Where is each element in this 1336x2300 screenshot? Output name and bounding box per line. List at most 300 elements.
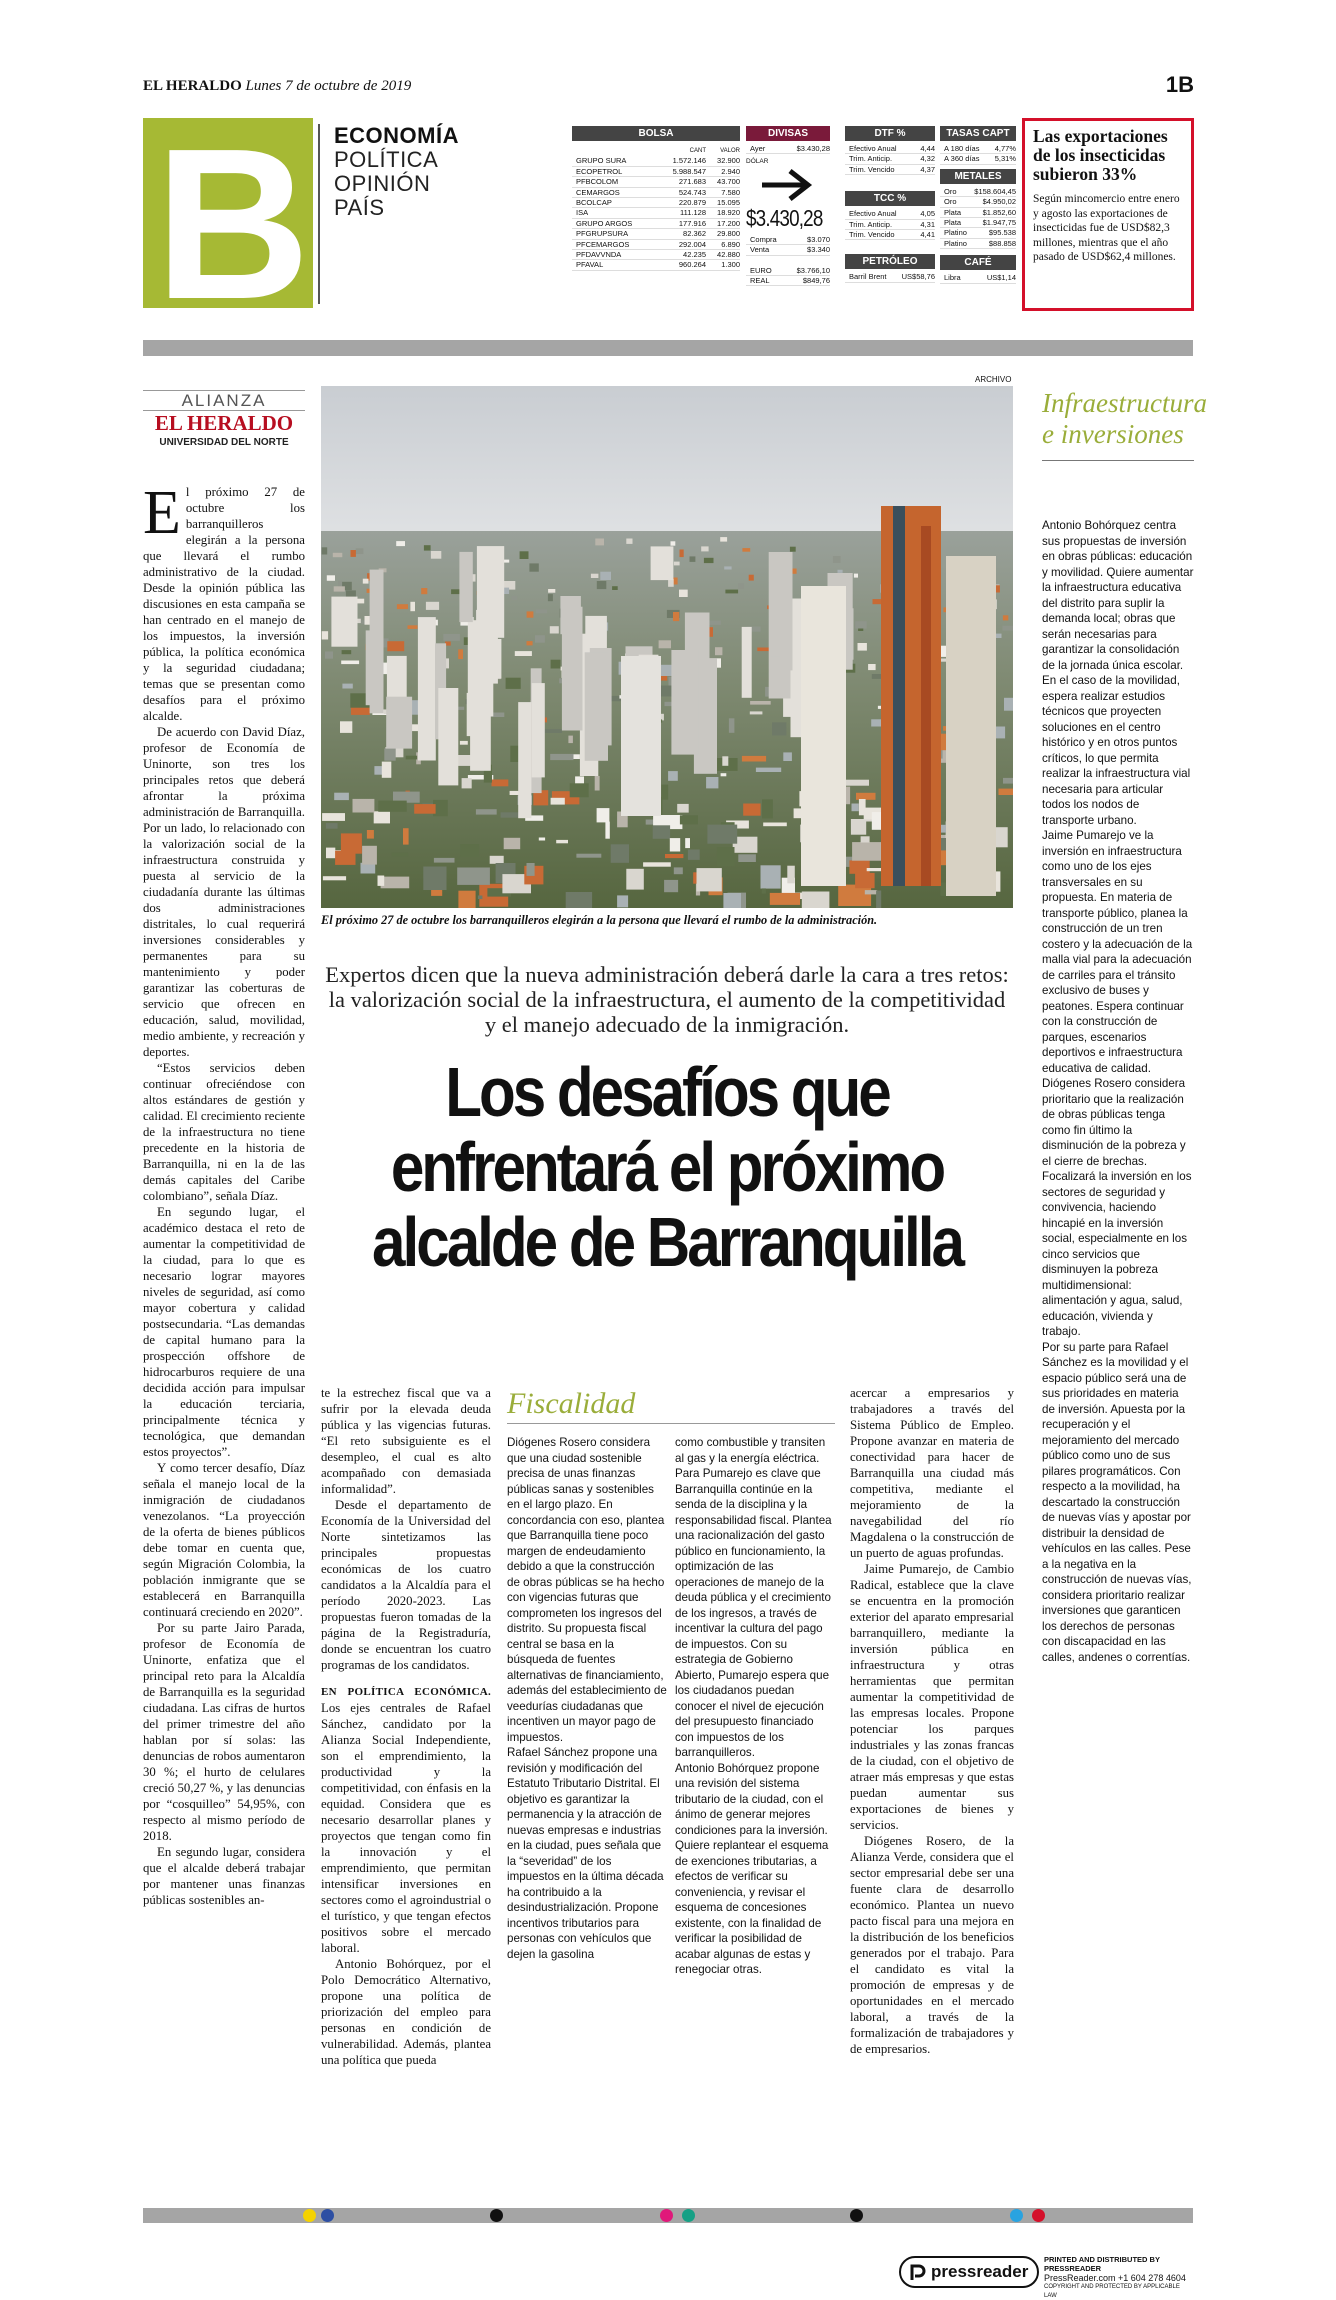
- photo-building: [999, 789, 1014, 795]
- article-column-2: [321, 1385, 491, 2068]
- bolsa-table: [572, 126, 740, 271]
- dropcap: E: [143, 479, 181, 547]
- photo-building: [706, 777, 718, 788]
- photo-tower: [418, 617, 436, 760]
- photo-tower: [459, 552, 472, 622]
- photo-building: [792, 569, 796, 574]
- tasas-row-cell: A 360 días: [944, 154, 980, 164]
- petroleo-label: Barril Brent: [849, 272, 887, 282]
- paragraph: Y como tercer desafío, Díaz señala el manejo local de la inmigración de ciudadanos venezolanos. “La proyección de la oferta de bienes públicos debe tomar en cuenta que, según Migración Colombia, la población inmigrante que se establecerá en Barranquilla continuará creciendo en 2020”.: [143, 1461, 305, 1619]
- photo-building: [382, 762, 392, 778]
- article-column-3: [507, 1435, 667, 1962]
- photo-building: [680, 550, 684, 558]
- photo-building: [722, 756, 728, 766]
- photo-building: [664, 880, 678, 892]
- registration-dot: [682, 2209, 695, 2222]
- registration-dot: [490, 2209, 503, 2222]
- photo-tower: [387, 656, 407, 703]
- photo-building: [457, 868, 490, 885]
- metales-row: [940, 218, 1016, 228]
- bolsa-row-cell: 271.683: [678, 177, 706, 187]
- photo-building: [783, 752, 792, 761]
- real-value: $849,76: [802, 276, 830, 286]
- photo-building: [506, 678, 521, 689]
- photo-credit: ARCHIVO: [975, 375, 1012, 384]
- photo-building: [527, 641, 533, 645]
- ayer-value: $3.430,28: [796, 144, 830, 153]
- tasas-row-cell: A 180 días: [944, 144, 980, 153]
- metales-row-cell: Plata: [944, 207, 962, 217]
- bolsa-row-cell: 29.800: [717, 229, 740, 239]
- photo-caption: El próximo 27 de octubre los barranquilleros elegirán a la persona que llevará el rumbo de la administración.: [321, 913, 878, 927]
- bolsa-row: [572, 198, 740, 208]
- bolsa-row-cell: 5.988.547: [672, 166, 706, 176]
- photo-tower: [742, 627, 752, 698]
- photo-building: [548, 594, 553, 601]
- cafe-label: Libra: [944, 273, 961, 283]
- photo-building: [772, 722, 786, 735]
- photo-building: [536, 609, 547, 613]
- photo-building: [539, 838, 545, 841]
- dtf-row-cell: 4,32: [920, 154, 935, 164]
- cafe-value: US$1,14: [986, 273, 1016, 283]
- bolsa-row-cell: 177.916: [678, 218, 706, 228]
- registration-dot: [850, 2209, 863, 2222]
- notice-line-2: PressReader.com +1 604 278 4604: [1044, 2273, 1186, 2283]
- photo-building: [550, 754, 573, 760]
- photo-building: [670, 838, 680, 851]
- cafe-title: CAFÉ: [940, 255, 1016, 270]
- photo-building: [688, 850, 700, 860]
- photo-building: [626, 869, 644, 890]
- petroleo-value: US$58,76: [901, 272, 935, 282]
- bolsa-row-cell: PFGRUPSURA: [576, 229, 629, 239]
- tasas-box: [940, 126, 1016, 284]
- photo-building: [725, 590, 738, 594]
- photo-building: [673, 612, 679, 621]
- photo-building: [334, 793, 349, 800]
- paragraph: De acuerdo con David Díaz, profesor de Economía de Uninorte, son tres los principales retos que deberá afrontar la próxima administración de Barranquilla. Por un lado, lo relacionado con la valorización social de la infraestructura construida y puesta al servicio de la ciudadanía durante las últimas dos administraciones distritales, lo cual requerirá inversiones considerables y permanentes para su mantenimiento y poder garantizar las coberturas de servicio que ofrecen en educación, salud, movilidad, medio ambiente, y recreación y deportes.: [143, 725, 305, 1059]
- bolsa-row-cell: BCOLCAP: [576, 198, 612, 208]
- photo-building: [378, 801, 406, 812]
- photo-building: [995, 871, 1000, 891]
- compra-value: $3.070: [807, 234, 830, 244]
- photo-building: [333, 553, 343, 557]
- paragraph: acercar a empresarios y trabajadores a través del Sistema Público de Empleo. Propone avanzar en materia de conectividad para hacer de Barranquilla una ciudad más competitiva, mediante el mejoramiento de la navegabilidad del río Magdalena o la construcción de un puerto de aguas profundas.: [850, 1386, 1014, 1560]
- tcc-row-cell: Trim. Anticip.: [849, 219, 893, 229]
- paragraph: Por su parte Jairo Parada, profesor de Economía de Uninorte, enfatiza que el principal reto para la Alcaldía de Barranquilla es la seguridad ciudadana. Las cifras de hurtos del primer trimestre del año hablan por sí solas: las denuncias de robos aumentaron 30 %; el hurto de celulares creció 50,27 %, y las denuncias por “cosquilleo” 54,95%, con respecto al mismo período de 2018.: [143, 1621, 305, 1843]
- tcc-title: TCC %: [845, 191, 935, 206]
- section-economia[interactable]: ECONOMÍA: [334, 123, 459, 148]
- registration-dot: [1032, 2209, 1045, 2222]
- section-politica[interactable]: POLÍTICA: [334, 147, 439, 172]
- photo-tower: [562, 607, 583, 731]
- photo-building: [566, 892, 592, 908]
- photo-building: [327, 575, 335, 581]
- tcc-rows: [845, 209, 935, 240]
- paragraph: Jaime Pumarejo, de Cambio Radical, establece que la clave se encuentra en la promoción exterior del aparato empresarial barranquillero, mediante la inversión pública en infraestructura y otras herramientas que permitan aumentar la competitividad de las empresas locales. Propone potenciar los parques industriales y las zonas francas de la ciudad, con el objetivo de atraer más empresas y que estas puedan aumentar sus exportaciones de bienes y servicios.: [850, 1562, 1014, 1832]
- photo-building: [356, 548, 364, 554]
- photo-building: [384, 749, 395, 761]
- photo-building: [597, 808, 610, 822]
- metales-row-cell: Oro: [944, 186, 957, 196]
- photo-building: [512, 596, 518, 600]
- dtf-row-cell: Trim. Vencido: [849, 164, 895, 174]
- divisas-title: DIVISAS: [746, 126, 830, 141]
- metales-row: [940, 197, 1016, 207]
- photo-building: [492, 780, 509, 787]
- subhead: EN POLÍTICA ECONÓMICA.: [321, 1686, 491, 1698]
- photo-building: [426, 602, 439, 610]
- tcc-row-cell: 4,31: [920, 219, 935, 229]
- bolsa-row-cell: 524.743: [678, 187, 706, 197]
- bolsa-rows: [572, 156, 740, 270]
- photo-building: [387, 641, 404, 651]
- dtf-title: DTF %: [845, 126, 935, 141]
- photo-building: [367, 830, 374, 839]
- photo-building: [431, 551, 441, 559]
- photo-building: [458, 649, 463, 659]
- photo-building: [576, 854, 601, 858]
- photo-building: [535, 635, 545, 643]
- dtf-row-cell: Trim. Anticip.: [849, 154, 893, 164]
- paragraph: te la estrechez fiscal que va a sufrir por la elevada deuda pública y las vigencias futuras. “El reto subsiguiente es el desempleo, el cual es alto acompañado con demasiada informalidad”.: [321, 1386, 491, 1496]
- photo-building: [406, 756, 417, 760]
- photo-building: [852, 842, 881, 861]
- metales-row-cell: Oro: [944, 197, 957, 207]
- paragraph: En segundo lugar, el académico destaca el reto de aumentar la competitividad de la ciudad, para lo que es necesario lograr mayores niveles de seguridad, así como mayor cobertura y calidad postsecundaria. “Las demandas de capital humano para la prospección offshore de hidrocarburos requiere de una decidida acción para impulsar la educación terciaria, principalmente técnica y tecnológica, que demandan estos proyectos”.: [143, 1205, 305, 1459]
- photo-tower: [482, 611, 493, 716]
- photo-building: [341, 661, 359, 665]
- photo-building: [757, 648, 770, 652]
- photo-building: [856, 793, 876, 800]
- photo-tower: [791, 670, 803, 737]
- photo-building: [738, 854, 756, 862]
- metales-row-cell: Plata: [944, 218, 962, 228]
- tasas-title: TASAS CAPT: [940, 126, 1016, 141]
- photo-tower: [370, 570, 384, 714]
- bolsa-row-cell: ISA: [576, 208, 589, 218]
- article-lead: Expertos dicen que la nueva administración deberá darle la cara a tres retos: la valorización social de la infraestructura, el aumento de la competitividad y el manejo adecuado de la inmigración.: [325, 962, 1009, 1037]
- photo-building: [677, 804, 689, 813]
- photo-building: [326, 823, 338, 829]
- photo-building: [346, 590, 356, 597]
- photo-building: [378, 876, 385, 886]
- photo-building: [322, 631, 328, 639]
- metales-row-cell: $1.852,60: [982, 207, 1016, 217]
- section-letter: B: [155, 118, 311, 308]
- bolsa-row-cell: 42.880: [717, 250, 740, 260]
- brief-title: Las exportaciones de los insecticidas subieron 33%: [1033, 126, 1168, 184]
- photo-building: [351, 550, 356, 557]
- photo-building: [611, 844, 629, 863]
- bolsa-row: [572, 156, 740, 166]
- tcc-row: [845, 220, 935, 230]
- photo-building: [340, 721, 352, 733]
- tcc-row-cell: 4,05: [920, 209, 935, 219]
- photo-building: [392, 852, 408, 856]
- photo-building: [403, 828, 409, 844]
- photo-building: [342, 650, 352, 654]
- page-number: 1B: [1165, 72, 1194, 97]
- photo-building: [408, 625, 418, 629]
- photo-building: [396, 541, 405, 546]
- photo-building: [743, 804, 760, 816]
- photo-building: [374, 811, 390, 823]
- photo-building: [612, 586, 618, 590]
- bolsa-row: [572, 188, 740, 198]
- notice-line-3: COPYRIGHT AND PROTECTED BY APPLICABLE LAW: [1044, 2284, 1180, 2299]
- tcc-row-cell: Efectivo Anual: [849, 209, 897, 219]
- paragraph: Antonio Bohórquez, por el Polo Democrático Alternativo, propone una política de priorización del empleo para personas en condición de vulnerabilidad. Además, plantea una política que pueda: [321, 1957, 491, 2067]
- photo-building: [653, 825, 670, 839]
- bolsa-row-cell: PFCEMARGOS: [576, 239, 630, 249]
- metales-row: [940, 208, 1016, 218]
- photo-building: [410, 602, 415, 611]
- alianza-university: UNIVERSIDAD DEL NORTE: [159, 437, 289, 448]
- photo-tower: [518, 702, 531, 818]
- photo-building: [551, 798, 565, 805]
- metales-title: METALES: [940, 169, 1016, 184]
- issue-date: Lunes 7 de octubre de 2019: [245, 78, 412, 94]
- tcc-row: [845, 230, 935, 240]
- photo-building: [443, 634, 460, 641]
- section-pais[interactable]: PAÍS: [334, 195, 385, 220]
- article-column-4: [675, 1435, 835, 1978]
- photo-building: [833, 556, 841, 563]
- bolsa-row: [572, 229, 740, 239]
- photo-building: [363, 579, 369, 584]
- tasas-row-cell: 5,31%: [994, 154, 1016, 164]
- bolsa-row-cell: 7.580: [721, 187, 740, 197]
- photo-building: [595, 776, 600, 791]
- photo-building: [626, 539, 632, 544]
- photo-building: [423, 867, 446, 891]
- photo-building: [838, 570, 843, 573]
- registration-dot: [660, 2209, 673, 2222]
- paragraph: l próximo 27 de octubre los barranquilleros elegirán a la persona que llevará el rumbo administrativo de la ciudad. Desde la opinión pública las discusiones en esta campaña se han centrado en el manejo de los impuestos, la inversión pública, la política económica y la seguridad ciudadana; temas que se presentan como desafíos para el próximo alcalde.: [143, 485, 305, 723]
- photo-building: [861, 836, 870, 842]
- photo-building: [1003, 626, 1014, 631]
- photo-building: [490, 856, 504, 864]
- photo-building: [334, 586, 345, 591]
- photo-building: [504, 838, 521, 849]
- photo-building: [709, 621, 721, 625]
- photo-building: [763, 823, 787, 827]
- photo-tower: [331, 597, 357, 647]
- alianza-logo: [143, 390, 305, 448]
- metales-row-cell: Platino: [944, 228, 967, 238]
- photo-building: [520, 551, 529, 559]
- venta-label: Venta: [750, 245, 770, 255]
- photo-building: [770, 893, 800, 905]
- metales-row: [940, 187, 1016, 197]
- photo-building: [1003, 778, 1013, 784]
- photo-building: [749, 575, 754, 581]
- photo-building: [325, 652, 333, 659]
- photo-building: [720, 537, 727, 542]
- photo-building: [451, 589, 460, 594]
- photo-building: [704, 558, 714, 563]
- pressreader-icon: [908, 2262, 928, 2282]
- photo-building: [715, 647, 722, 655]
- photo-building: [679, 590, 688, 597]
- bolsa-row-cell: 111.128: [680, 208, 706, 218]
- bolsa-row-cell: 220.879: [678, 198, 706, 208]
- tasas-rows: [940, 144, 1016, 165]
- photo-building: [738, 583, 744, 589]
- photo-building: [617, 895, 628, 907]
- metales-row-cell: $95.538: [988, 228, 1016, 238]
- photo-building: [568, 736, 573, 744]
- photo-building: [680, 815, 698, 824]
- bolsa-row: [572, 208, 740, 218]
- bolsa-row: [572, 240, 740, 250]
- bolsa-row: [572, 177, 740, 187]
- dolar-big-value: $3.430,28: [746, 204, 823, 231]
- photo-building: [685, 838, 690, 848]
- metales-row-cell: Platino: [944, 238, 967, 248]
- sidebar-body: [1042, 518, 1194, 1665]
- photo-building: [458, 891, 475, 908]
- photo-building: [851, 819, 866, 835]
- photo-building: [750, 711, 763, 714]
- paragraph: En segundo lugar, considera que el alcalde deberá trabajar por mantener unas finanzas públicas sostenibles an-: [143, 1845, 305, 1907]
- bolsa-col-cant: CANT: [689, 148, 706, 154]
- photo-building: [742, 548, 750, 552]
- photo-building: [342, 684, 352, 689]
- paper-name: EL HERALDO: [143, 78, 242, 94]
- dolar-label: DÓLAR: [746, 158, 769, 166]
- photo-tower: [532, 683, 545, 777]
- tasas-row: [940, 154, 1016, 164]
- real-label: REAL: [750, 276, 770, 286]
- dtf-row-cell: 4,37: [920, 164, 935, 174]
- bolsa-row-cell: PFBCOLOM: [576, 177, 619, 187]
- paragraph: Rafael Sánchez propone una revisión y modificación del Estatuto Tributario Distrital. El objetivo es garantizar la permanencia y la atracción de nuevas empresas e industrias en la ciudad, pues señala que la “severidad” de los impuestos en la última década ha contribuido a la desindustrialización. Propone incentivos tributarios para personas con vehículos que dejen la gasolina: [507, 1746, 664, 1961]
- photo-building: [414, 804, 435, 814]
- bolsa-title: BOLSA: [572, 126, 740, 141]
- photo-building: [548, 589, 555, 593]
- photo-building: [858, 643, 867, 651]
- city-aerial-photo: [321, 386, 1013, 908]
- photo-building: [1004, 698, 1013, 711]
- photo-building: [424, 545, 431, 550]
- photo-building: [802, 892, 830, 909]
- metales-row-cell: $4.950,02: [982, 197, 1016, 207]
- tasas-row: [940, 144, 1016, 154]
- bolsa-row-cell: GRUPO ARGOS: [576, 218, 633, 228]
- photo-building: [460, 741, 468, 745]
- bolsa-row: [572, 219, 740, 229]
- photo-building: [742, 756, 766, 762]
- photo-building: [729, 718, 735, 733]
- photo-building: [756, 768, 781, 772]
- arrow-right-icon: [758, 167, 818, 203]
- dtf-row: [845, 144, 935, 154]
- dtf-rows: [845, 144, 935, 175]
- pressreader-notice: [1044, 2256, 1194, 2300]
- tasas-row-cell: 4,77%: [994, 144, 1016, 153]
- photo-building: [476, 809, 497, 814]
- bolsa-row-cell: PFAVAL: [576, 260, 604, 270]
- photo-building: [855, 621, 867, 628]
- paragraph: Diógenes Rosero, de la Alianza Verde, considera que el sector empresarial debe ser una fuente clara de desarrollo económico. Plantea un nuevo pacto fiscal para una mejora en la distribución de los beneficios generados por el trabajo. Para el candidato es vital la promoción de empresas y de oportunidades en el mercado laboral, a través de la formalización de trabajadores y de empresarios.: [850, 1834, 1014, 2056]
- fiscalidad-heading: Fiscalidad: [507, 1385, 835, 1424]
- paragraph: Diógenes Rosero considera que una ciudad sostenible precisa de unas finanzas públicas sanas y sostenibles en el largo plazo. En concordancia con eso, plantea que Barranquilla tiene poco margen de endeudamiento debido a que la construcción de obras públicas se ha hecho con vigencias futuras que comprometen los ingresos del distrito. Su propuesta fiscal central se basa en la búsqueda de fuentes alternativas de financiamiento, además del establecimiento de veedurías ciudadanas que incentiven un mayor pago de impuestos.: [507, 1436, 667, 1744]
- photo-building: [671, 541, 676, 545]
- bolsa-row-cell: 18.920: [717, 208, 740, 218]
- bolsa-row-cell: 6.890: [721, 239, 740, 249]
- photo-building: [551, 660, 561, 669]
- photo-building: [600, 572, 611, 580]
- bolsa-row-cell: 82.362: [683, 229, 706, 239]
- photo-building: [665, 854, 683, 858]
- photo-building: [462, 778, 472, 788]
- photo-building: [690, 556, 696, 562]
- photo-building: [761, 865, 781, 888]
- section-opinion[interactable]: OPINIÓN: [334, 171, 431, 196]
- photo-building: [787, 866, 795, 884]
- photo-tower: [585, 652, 608, 761]
- bolsa-row-cell: 2.940: [721, 166, 740, 176]
- bolsa-row-cell: 960.264: [678, 260, 706, 270]
- photo-building: [335, 851, 355, 865]
- photo-building: [643, 862, 671, 866]
- photo-building: [527, 611, 534, 617]
- brief-box: [1022, 118, 1194, 311]
- bolsa-row-cell: 15.095: [717, 198, 740, 208]
- paragraph: Desde el departamento de Economía de la Universidad del Norte sintetizamos las principales propuestas económicas de los cuatro candidatos a la Alcaldía para el período 2020-2023. Las propuestas fueron tomadas de la página de la Registraduría, donde se encuentran los cuatro programas de los candidatos.: [321, 1498, 491, 1672]
- photo-building: [723, 893, 741, 908]
- metales-row: [940, 239, 1016, 249]
- dtf-row-cell: Efectivo Anual: [849, 144, 897, 153]
- photo-building: [843, 780, 869, 786]
- bolsa-row-cell: 43.700: [717, 177, 740, 187]
- photo-building: [717, 847, 735, 866]
- bolsa-col-valor: VALOR: [720, 148, 740, 154]
- ayer-label: Ayer: [750, 144, 766, 153]
- article-headline: Los desafíos que enfrentará el próximo alcalde de Barranquilla: [372, 1053, 962, 1281]
- registration-dot: [1010, 2209, 1023, 2222]
- photo-building: [854, 574, 858, 578]
- tcc-row-cell: 4,41: [920, 230, 935, 240]
- pressreader-logo[interactable]: [899, 2256, 1039, 2288]
- paragraph: Antonio Bohórquez propone una revisión del sistema tributario de la ciudad, con el ánimo de generar mejores condiciones para la inversión. Quiere replantear el esquema de exenciones tributarias, a efectos de verificar su conveniencia, y revisar el esquema de concesiones existente, con la finalidad de verificar la posibilidad de acabar algunas de estas y renegociar otras.: [675, 1761, 829, 1976]
- paragraph: “Estos servicios deben continuar ofreciéndose con altos estándares de gestión y calidad. El crecimiento reciente de la infraestructura no tiene precedente en la historia de Barranquilla, ni en la de las demás capitales del Caribe colombiano”, señala Díaz.: [143, 1061, 306, 1203]
- dtf-box: [845, 126, 935, 283]
- photo-building: [529, 563, 538, 571]
- alianza-paper: EL HERALDO: [154, 411, 294, 435]
- photo-building: [397, 604, 408, 609]
- article-column-5: [850, 1385, 1014, 2057]
- registration-dot: [303, 2209, 316, 2222]
- euro-value: $3.766,10: [796, 265, 830, 275]
- bolsa-row-cell: 17.200: [717, 218, 740, 228]
- section-letter-logo: [143, 118, 313, 308]
- photo-building: [434, 858, 455, 863]
- top-divider-band: [143, 340, 1193, 356]
- photo-building: [697, 868, 722, 891]
- photo-building: [421, 588, 427, 594]
- photo-building: [1003, 615, 1008, 620]
- photo-tower: [386, 697, 412, 749]
- photo-building: [668, 771, 678, 781]
- compra-label: Compra: [750, 234, 777, 244]
- photo-building: [381, 877, 410, 889]
- photo-building: [674, 867, 683, 874]
- photo-building: [855, 873, 875, 888]
